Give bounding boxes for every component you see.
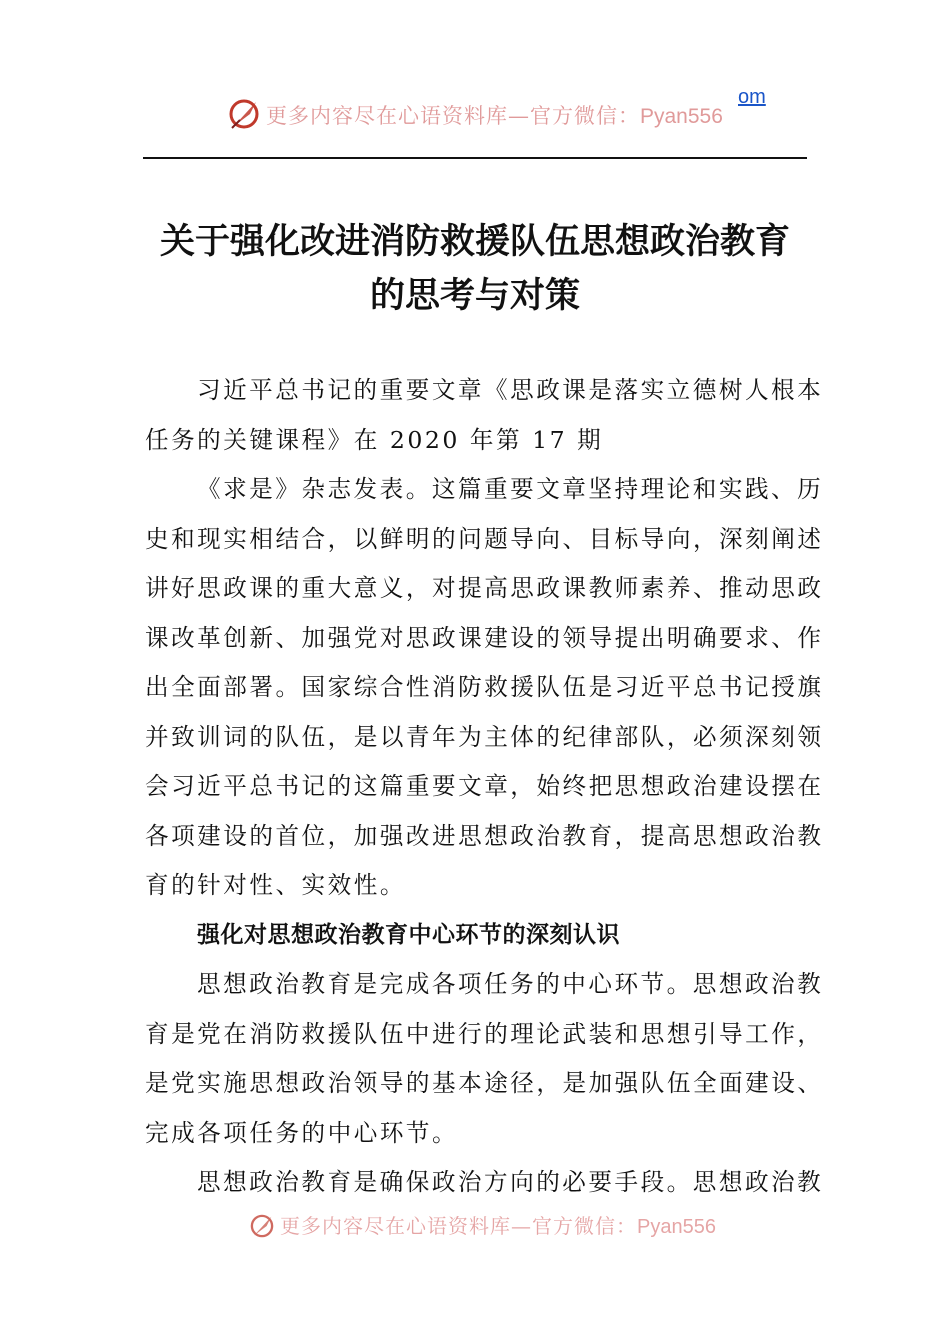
page-header xyxy=(0,0,950,162)
body-line: 会习近平总书记的这篇重要文章，始终把思想政治建设摆在 xyxy=(145,772,824,800)
body-line: 育是党在消防救援队伍中进行的理论武装和思想引导工作， xyxy=(145,1019,824,1048)
quill-logo-icon xyxy=(226,96,262,132)
body-line: 任务的关键课程》在 2020 年第 17 期 xyxy=(145,425,604,454)
body-line: 完成各项任务的中心环节。 xyxy=(145,1118,459,1147)
footer-watermark xyxy=(240,1206,740,1246)
body-line: 育的针对性、实效性。 xyxy=(145,871,406,899)
quill-logo-icon xyxy=(248,1212,276,1240)
body-line: 并致训词的队伍，是以青年为主体的纪律部队，必须深刻领 xyxy=(145,722,824,751)
body-line: 讲好思政课的重大意义，对提高思政课教师素养、推动思政 xyxy=(145,574,824,602)
document-body xyxy=(145,366,824,1208)
title-line-1: 关于强化改进消防救援队伍思想政治教育 xyxy=(159,221,790,262)
body-line: 史和现实相结合，以鲜明的问题导向、目标导向，深刻阐述 xyxy=(145,524,824,553)
body-line: 思想政治教育是完成各项任务的中心环节。思想政治教 xyxy=(197,970,824,998)
body-line: 课改革创新、加强党对思政课建设的领导提出明确要求、作 xyxy=(145,623,824,652)
body-line: 习近平总书记的重要文章《思政课是落实立德树人根本 xyxy=(197,376,824,404)
header-watermark: 更多内容尽在心语资料库—官方微信：Pyan556 xyxy=(266,104,723,128)
footer-watermark-text: 更多内容尽在心语资料库—官方微信：Pyan556 xyxy=(280,1214,716,1238)
body-line: 各项建设的首位，加强改进思想政治教育，提高思想政治教 xyxy=(145,821,824,850)
body-line: 出全面部署。国家综合性消防救援队伍是习近平总书记授旗 xyxy=(145,673,824,701)
document-title xyxy=(143,215,807,323)
body-line: 是党实施思想政治领导的基本途径，是加强队伍全面建设、 xyxy=(145,1069,824,1097)
header-url-link[interactable]: om xyxy=(738,86,766,108)
header-divider xyxy=(143,157,807,159)
body-line: 《求是》杂志发表。这篇重要文章坚持理论和实践、历 xyxy=(197,475,824,503)
title-line-2: 的思考与对策 xyxy=(369,275,580,316)
body-line: 思想政治教育是确保政治方向的必要手段。思想政治教 xyxy=(197,1168,824,1196)
section-heading: 强化对思想政治教育中心环节的深刻认识 xyxy=(197,921,620,948)
